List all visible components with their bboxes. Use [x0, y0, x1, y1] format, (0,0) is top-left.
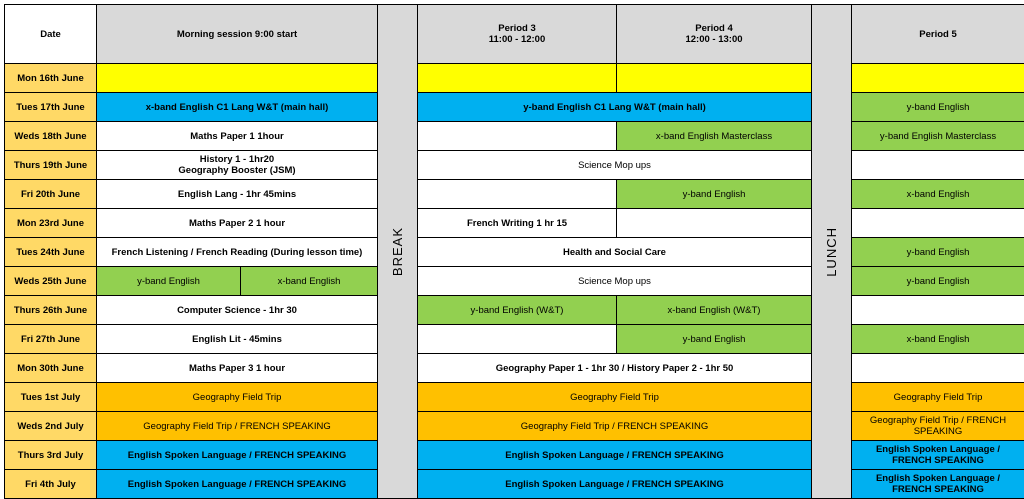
period-3-4-cell: Health and Social Care — [418, 238, 811, 266]
period-4-cell: x-band English Masterclass — [617, 122, 811, 150]
period-5-cell — [852, 64, 1024, 92]
header-period-5: Period 5 — [852, 5, 1024, 63]
period-5-cell: English Spoken Language / FRENCH SPEAKING — [852, 470, 1024, 498]
date-cell: Thurs 26th June — [5, 296, 96, 324]
morning-left-cell: y-band English — [97, 267, 240, 295]
date-cell: Fri 20th June — [5, 180, 96, 208]
period-3-cell — [418, 64, 616, 92]
period-4-time: 12:00 - 13:00 — [685, 34, 743, 45]
morning-cell: Maths Paper 1 1hour — [97, 122, 377, 150]
period-3-cell — [418, 122, 616, 150]
period-3-4-cell: Geography Field Trip / FRENCH SPEAKING — [418, 412, 811, 440]
date-cell: Tues 17th June — [5, 93, 96, 121]
period-4-title: Period 4 — [695, 23, 733, 34]
period-5-cell — [852, 354, 1024, 382]
date-cell: Weds 18th June — [5, 122, 96, 150]
period-5-cell: y-band English Masterclass — [852, 122, 1024, 150]
period-3-cell — [418, 180, 616, 208]
date-cell: Thurs 3rd July — [5, 441, 96, 469]
date-cell: Mon 30th June — [5, 354, 96, 382]
date-cell: Tues 24th June — [5, 238, 96, 266]
period-5-cell: y-band English — [852, 238, 1024, 266]
period-3-4-cell: Geography Paper 1 - 1hr 30 / History Paper 2 - 1hr 50 — [418, 354, 811, 382]
period-5-cell: y-band English — [852, 93, 1024, 121]
morning-cell: Geography Field Trip / FRENCH SPEAKING — [97, 412, 377, 440]
period-4-cell — [617, 64, 811, 92]
morning-cell: English Spoken Language / FRENCH SPEAKING — [97, 470, 377, 498]
date-cell: Fri 27th June — [5, 325, 96, 353]
date-cell: Weds 2nd July — [5, 412, 96, 440]
period-3-4-cell: English Spoken Language / FRENCH SPEAKING — [418, 470, 811, 498]
morning-cell — [97, 151, 377, 179]
morning-cell: English Spoken Language / FRENCH SPEAKING — [97, 441, 377, 469]
period-3-4-cell: y-band English C1 Lang W&T (main hall) — [418, 93, 811, 121]
period-4-cell: x-band English (W&T) — [617, 296, 811, 324]
date-cell: Mon 23rd June — [5, 209, 96, 237]
period-3-title: Period 3 — [498, 23, 536, 34]
period-4-cell — [617, 209, 811, 237]
break-column — [378, 5, 417, 498]
period-5-cell — [852, 209, 1024, 237]
morning-line-2: Geography Booster (JSM) — [178, 165, 296, 176]
header-morning-session: Morning session 9:00 start — [97, 5, 377, 63]
morning-cell: French Listening / French Reading (During lesson time) — [97, 238, 377, 266]
period-3-cell — [418, 325, 616, 353]
period-3-4-cell: English Spoken Language / FRENCH SPEAKING — [418, 441, 811, 469]
header-period-4 — [617, 5, 811, 63]
period-3-4-cell: Science Mop ups — [418, 151, 811, 179]
morning-right-cell: x-band English — [241, 267, 377, 295]
morning-cell: Maths Paper 2 1 hour — [97, 209, 377, 237]
period-5-cell — [852, 151, 1024, 179]
period-5-cell: Geography Field Trip — [852, 383, 1024, 411]
period-5-cell: y-band English — [852, 267, 1024, 295]
break-label: BREAK — [390, 226, 405, 277]
morning-cell: Maths Paper 3 1 hour — [97, 354, 377, 382]
period-3-4-cell: Geography Field Trip — [418, 383, 811, 411]
morning-cell: Computer Science - 1hr 30 — [97, 296, 377, 324]
header-date: Date — [5, 5, 96, 63]
period-5-cell: English Spoken Language / FRENCH SPEAKING — [852, 441, 1024, 469]
date-cell: Mon 16th June — [5, 64, 96, 92]
period-5-cell: Geography Field Trip / FRENCH SPEAKING — [852, 412, 1024, 440]
period-3-time: 11:00 - 12:00 — [488, 34, 546, 45]
lunch-label: LUNCH — [824, 226, 839, 277]
period-5-cell: x-band English — [852, 180, 1024, 208]
date-cell: Thurs 19th June — [5, 151, 96, 179]
period-4-cell: y-band English — [617, 180, 811, 208]
period-4-cell: y-band English — [617, 325, 811, 353]
period-3-cell: French Writing 1 hr 15 — [418, 209, 616, 237]
morning-cell: English Lit - 45mins — [97, 325, 377, 353]
morning-cell: Geography Field Trip — [97, 383, 377, 411]
period-3-4-cell: Science Mop ups — [418, 267, 811, 295]
timetable-grid — [4, 4, 1024, 499]
lunch-column — [812, 5, 851, 498]
period-5-cell: x-band English — [852, 325, 1024, 353]
morning-cell: English Lang - 1hr 45mins — [97, 180, 377, 208]
morning-cell — [97, 64, 377, 92]
morning-cell: x-band English C1 Lang W&T (main hall) — [97, 93, 377, 121]
date-cell: Fri 4th July — [5, 470, 96, 498]
date-cell: Weds 25th June — [5, 267, 96, 295]
date-cell: Tues 1st July — [5, 383, 96, 411]
period-3-cell: y-band English (W&T) — [418, 296, 616, 324]
period-5-cell — [852, 296, 1024, 324]
morning-line-1: History 1 - 1hr20 — [199, 154, 275, 165]
header-period-3 — [418, 5, 616, 63]
